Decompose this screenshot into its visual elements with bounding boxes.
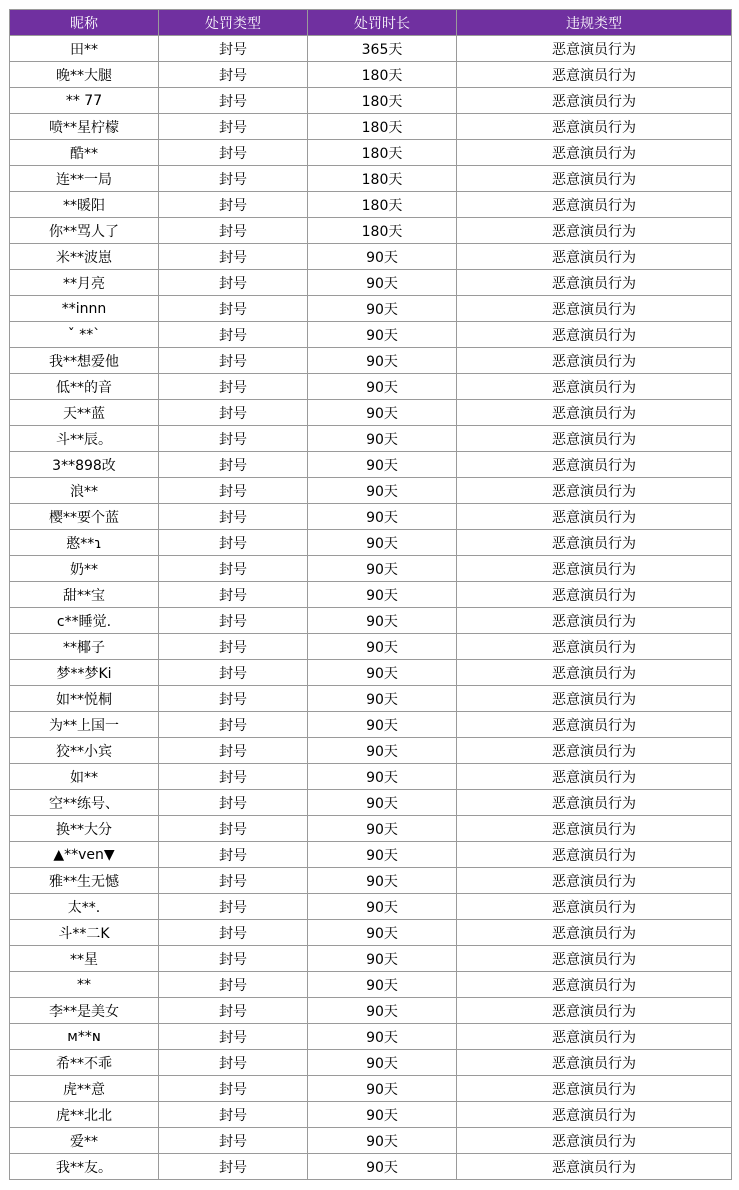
table-row (10, 1128, 732, 1154)
cell-punishment-type: 封号 (159, 894, 308, 920)
table-row (10, 1102, 732, 1128)
cell-punishment-type: 封号 (159, 452, 308, 478)
cell-nickname: 酷** (10, 140, 159, 166)
table-row (10, 426, 732, 452)
table-row (10, 166, 732, 192)
cell-punishment-duration: 90天 (308, 582, 457, 608)
cell-punishment-type: 封号 (159, 764, 308, 790)
cell-nickname: 田** (10, 36, 159, 62)
table-row (10, 452, 732, 478)
cell-nickname: 樱**要个蓝 (10, 504, 159, 530)
cell-punishment-type: 封号 (159, 426, 308, 452)
cell-punishment-type: 封号 (159, 972, 308, 998)
cell-violation-type: 恶意演员行为 (457, 738, 732, 764)
cell-punishment-type: 封号 (159, 270, 308, 296)
table-row (10, 1076, 732, 1102)
cell-nickname: ᴍ**ɴ (10, 1024, 159, 1050)
cell-punishment-duration: 180天 (308, 218, 457, 244)
table-row (10, 608, 732, 634)
cell-violation-type: 恶意演员行为 (457, 998, 732, 1024)
cell-nickname: ▲**ven▼ (10, 842, 159, 868)
table-row (10, 842, 732, 868)
cell-violation-type: 恶意演员行为 (457, 114, 732, 140)
cell-nickname: c**睡觉. (10, 608, 159, 634)
cell-punishment-type: 封号 (159, 504, 308, 530)
cell-punishment-duration: 90天 (308, 998, 457, 1024)
cell-nickname: ** (10, 972, 159, 998)
cell-nickname: **innn (10, 296, 159, 322)
table-row (10, 712, 732, 738)
cell-punishment-type: 封号 (159, 790, 308, 816)
cell-nickname: 李**是美女 (10, 998, 159, 1024)
cell-punishment-duration: 90天 (308, 452, 457, 478)
cell-punishment-duration: 90天 (308, 816, 457, 842)
cell-punishment-type: 封号 (159, 62, 308, 88)
table-row (10, 270, 732, 296)
cell-punishment-type: 封号 (159, 1024, 308, 1050)
cell-punishment-duration: 90天 (308, 400, 457, 426)
table-body (10, 36, 732, 1180)
cell-nickname: 换**大分 (10, 816, 159, 842)
cell-nickname: **暖阳 (10, 192, 159, 218)
cell-punishment-duration: 90天 (308, 1102, 457, 1128)
table-row (10, 1050, 732, 1076)
cell-punishment-duration: 90天 (308, 322, 457, 348)
table-row (10, 322, 732, 348)
cell-punishment-type: 封号 (159, 374, 308, 400)
cell-nickname: 浪** (10, 478, 159, 504)
cell-nickname: 你**骂人了 (10, 218, 159, 244)
cell-punishment-type: 封号 (159, 816, 308, 842)
cell-punishment-duration: 90天 (308, 348, 457, 374)
cell-punishment-type: 封号 (159, 946, 308, 972)
cell-punishment-duration: 90天 (308, 790, 457, 816)
cell-nickname: 如** (10, 764, 159, 790)
cell-violation-type: 恶意演员行为 (457, 88, 732, 114)
cell-violation-type: 恶意演员行为 (457, 348, 732, 374)
table-row (10, 1154, 732, 1180)
cell-punishment-duration: 90天 (308, 556, 457, 582)
cell-violation-type: 恶意演员行为 (457, 868, 732, 894)
cell-violation-type: 恶意演员行为 (457, 296, 732, 322)
cell-punishment-duration: 90天 (308, 374, 457, 400)
cell-violation-type: 恶意演员行为 (457, 140, 732, 166)
cell-nickname: 梦**梦Ki (10, 660, 159, 686)
table-row (10, 244, 732, 270)
cell-nickname: 为**上国一 (10, 712, 159, 738)
table-row (10, 400, 732, 426)
table-row (10, 348, 732, 374)
cell-nickname: 低**的音 (10, 374, 159, 400)
table-row (10, 374, 732, 400)
cell-punishment-type: 封号 (159, 998, 308, 1024)
cell-punishment-duration: 90天 (308, 608, 457, 634)
cell-punishment-type: 封号 (159, 712, 308, 738)
cell-punishment-duration: 90天 (308, 868, 457, 894)
cell-punishment-duration: 90天 (308, 920, 457, 946)
cell-punishment-type: 封号 (159, 530, 308, 556)
cell-violation-type: 恶意演员行为 (457, 972, 732, 998)
cell-punishment-duration: 90天 (308, 1050, 457, 1076)
cell-punishment-type: 封号 (159, 868, 308, 894)
cell-nickname: 天**蓝 (10, 400, 159, 426)
cell-violation-type: 恶意演员行为 (457, 400, 732, 426)
cell-violation-type: 恶意演员行为 (457, 322, 732, 348)
table-row (10, 998, 732, 1024)
cell-punishment-type: 封号 (159, 920, 308, 946)
cell-punishment-duration: 180天 (308, 166, 457, 192)
cell-punishment-type: 封号 (159, 582, 308, 608)
cell-punishment-duration: 90天 (308, 1128, 457, 1154)
table-row (10, 972, 732, 998)
cell-punishment-type: 封号 (159, 166, 308, 192)
cell-punishment-type: 封号 (159, 1076, 308, 1102)
table-row (10, 296, 732, 322)
cell-violation-type: 恶意演员行为 (457, 816, 732, 842)
cell-punishment-type: 封号 (159, 218, 308, 244)
table-row (10, 218, 732, 244)
cell-violation-type: 恶意演员行为 (457, 426, 732, 452)
table-row (10, 946, 732, 972)
cell-nickname: 狡**小宾 (10, 738, 159, 764)
cell-nickname: 虎**意 (10, 1076, 159, 1102)
cell-nickname: 米**波崽 (10, 244, 159, 270)
table-row (10, 556, 732, 582)
cell-punishment-duration: 90天 (308, 686, 457, 712)
table-row (10, 790, 732, 816)
cell-punishment-duration: 90天 (308, 660, 457, 686)
cell-violation-type: 恶意演员行为 (457, 1102, 732, 1128)
cell-violation-type: 恶意演员行为 (457, 1154, 732, 1180)
cell-nickname: 爱** (10, 1128, 159, 1154)
cell-punishment-duration: 90天 (308, 712, 457, 738)
cell-violation-type: 恶意演员行为 (457, 244, 732, 270)
cell-violation-type: 恶意演员行为 (457, 660, 732, 686)
cell-nickname: 憨**ɿ (10, 530, 159, 556)
cell-punishment-type: 封号 (159, 738, 308, 764)
cell-violation-type: 恶意演员行为 (457, 530, 732, 556)
cell-violation-type: 恶意演员行为 (457, 478, 732, 504)
table-row (10, 582, 732, 608)
cell-nickname: **椰子 (10, 634, 159, 660)
cell-nickname: 连**一局 (10, 166, 159, 192)
cell-punishment-type: 封号 (159, 88, 308, 114)
cell-nickname: **月亮 (10, 270, 159, 296)
cell-violation-type: 恶意演员行为 (457, 192, 732, 218)
cell-violation-type: 恶意演员行为 (457, 894, 732, 920)
cell-nickname: 虎**北北 (10, 1102, 159, 1128)
cell-violation-type: 恶意演员行为 (457, 764, 732, 790)
cell-punishment-type: 封号 (159, 686, 308, 712)
table-row (10, 530, 732, 556)
table-row (10, 504, 732, 530)
cell-violation-type: 恶意演员行为 (457, 634, 732, 660)
cell-punishment-duration: 90天 (308, 478, 457, 504)
cell-violation-type: 恶意演员行为 (457, 166, 732, 192)
cell-nickname: 雅**生无憾 (10, 868, 159, 894)
table-row (10, 114, 732, 140)
cell-punishment-type: 封号 (159, 634, 308, 660)
cell-punishment-duration: 90天 (308, 244, 457, 270)
header-violation-type: 违规类型 (457, 10, 732, 36)
cell-punishment-type: 封号 (159, 192, 308, 218)
cell-violation-type: 恶意演员行为 (457, 452, 732, 478)
cell-punishment-duration: 90天 (308, 296, 457, 322)
cell-punishment-duration: 90天 (308, 270, 457, 296)
cell-nickname: 晚**大腿 (10, 62, 159, 88)
cell-nickname: **星 (10, 946, 159, 972)
cell-punishment-type: 封号 (159, 296, 308, 322)
cell-punishment-type: 封号 (159, 140, 308, 166)
table-row (10, 686, 732, 712)
cell-violation-type: 恶意演员行为 (457, 608, 732, 634)
cell-nickname: 希**不乖 (10, 1050, 159, 1076)
cell-punishment-duration: 180天 (308, 114, 457, 140)
cell-nickname: ** 77 (10, 88, 159, 114)
cell-nickname: 如**悦桐 (10, 686, 159, 712)
cell-punishment-type: 封号 (159, 400, 308, 426)
header-punishment-duration: 处罚时长 (308, 10, 457, 36)
cell-punishment-duration: 365天 (308, 36, 457, 62)
cell-violation-type: 恶意演员行为 (457, 62, 732, 88)
cell-nickname: 甜**宝 (10, 582, 159, 608)
cell-punishment-duration: 90天 (308, 1076, 457, 1102)
table-row (10, 140, 732, 166)
table-row (10, 88, 732, 114)
cell-nickname: 喷**星柠檬 (10, 114, 159, 140)
cell-violation-type: 恶意演员行为 (457, 556, 732, 582)
cell-violation-type: 恶意演员行为 (457, 582, 732, 608)
cell-violation-type: 恶意演员行为 (457, 270, 732, 296)
header-nickname: 昵称 (10, 10, 159, 36)
cell-violation-type: 恶意演员行为 (457, 504, 732, 530)
cell-punishment-type: 封号 (159, 1050, 308, 1076)
cell-punishment-duration: 90天 (308, 764, 457, 790)
cell-nickname: 我**想爱他 (10, 348, 159, 374)
cell-nickname: 太**. (10, 894, 159, 920)
punishment-table (9, 9, 732, 1180)
cell-punishment-type: 封号 (159, 1128, 308, 1154)
cell-violation-type: 恶意演员行为 (457, 686, 732, 712)
cell-punishment-duration: 90天 (308, 1154, 457, 1180)
cell-punishment-duration: 90天 (308, 738, 457, 764)
cell-violation-type: 恶意演员行为 (457, 920, 732, 946)
cell-nickname: ˇ **` (10, 322, 159, 348)
cell-punishment-type: 封号 (159, 608, 308, 634)
table-row (10, 660, 732, 686)
cell-punishment-type: 封号 (159, 556, 308, 582)
cell-violation-type: 恶意演员行为 (457, 1128, 732, 1154)
cell-nickname: 奶** (10, 556, 159, 582)
cell-violation-type: 恶意演员行为 (457, 1024, 732, 1050)
cell-punishment-duration: 90天 (308, 530, 457, 556)
cell-punishment-duration: 90天 (308, 842, 457, 868)
table-row (10, 478, 732, 504)
cell-punishment-type: 封号 (159, 114, 308, 140)
table-header-row (10, 10, 732, 36)
table-row (10, 868, 732, 894)
cell-violation-type: 恶意演员行为 (457, 36, 732, 62)
cell-punishment-duration: 90天 (308, 1024, 457, 1050)
cell-violation-type: 恶意演员行为 (457, 712, 732, 738)
cell-punishment-duration: 90天 (308, 426, 457, 452)
cell-violation-type: 恶意演员行为 (457, 1050, 732, 1076)
cell-violation-type: 恶意演员行为 (457, 218, 732, 244)
cell-nickname: 空**练号、 (10, 790, 159, 816)
cell-punishment-type: 封号 (159, 1154, 308, 1180)
cell-nickname: 斗**辰。 (10, 426, 159, 452)
table-row (10, 816, 732, 842)
cell-nickname: 斗**二K (10, 920, 159, 946)
table-row (10, 36, 732, 62)
cell-violation-type: 恶意演员行为 (457, 790, 732, 816)
cell-punishment-duration: 90天 (308, 946, 457, 972)
cell-nickname: 3**898改 (10, 452, 159, 478)
table-row (10, 634, 732, 660)
cell-violation-type: 恶意演员行为 (457, 374, 732, 400)
table-row (10, 62, 732, 88)
cell-punishment-duration: 180天 (308, 62, 457, 88)
cell-violation-type: 恶意演员行为 (457, 842, 732, 868)
table-row (10, 192, 732, 218)
table-row (10, 738, 732, 764)
cell-punishment-duration: 90天 (308, 894, 457, 920)
cell-nickname: 我**友。 (10, 1154, 159, 1180)
cell-punishment-duration: 90天 (308, 634, 457, 660)
cell-punishment-duration: 90天 (308, 504, 457, 530)
table-row (10, 920, 732, 946)
cell-punishment-type: 封号 (159, 348, 308, 374)
cell-punishment-duration: 180天 (308, 192, 457, 218)
cell-punishment-duration: 180天 (308, 88, 457, 114)
cell-punishment-type: 封号 (159, 478, 308, 504)
table-row (10, 1024, 732, 1050)
cell-punishment-type: 封号 (159, 36, 308, 62)
cell-punishment-type: 封号 (159, 660, 308, 686)
cell-punishment-type: 封号 (159, 244, 308, 270)
table-row (10, 764, 732, 790)
table-row (10, 894, 732, 920)
cell-punishment-type: 封号 (159, 322, 308, 348)
cell-violation-type: 恶意演员行为 (457, 946, 732, 972)
cell-punishment-duration: 180天 (308, 140, 457, 166)
cell-punishment-type: 封号 (159, 1102, 308, 1128)
cell-punishment-type: 封号 (159, 842, 308, 868)
header-punishment-type: 处罚类型 (159, 10, 308, 36)
cell-violation-type: 恶意演员行为 (457, 1076, 732, 1102)
cell-punishment-duration: 90天 (308, 972, 457, 998)
